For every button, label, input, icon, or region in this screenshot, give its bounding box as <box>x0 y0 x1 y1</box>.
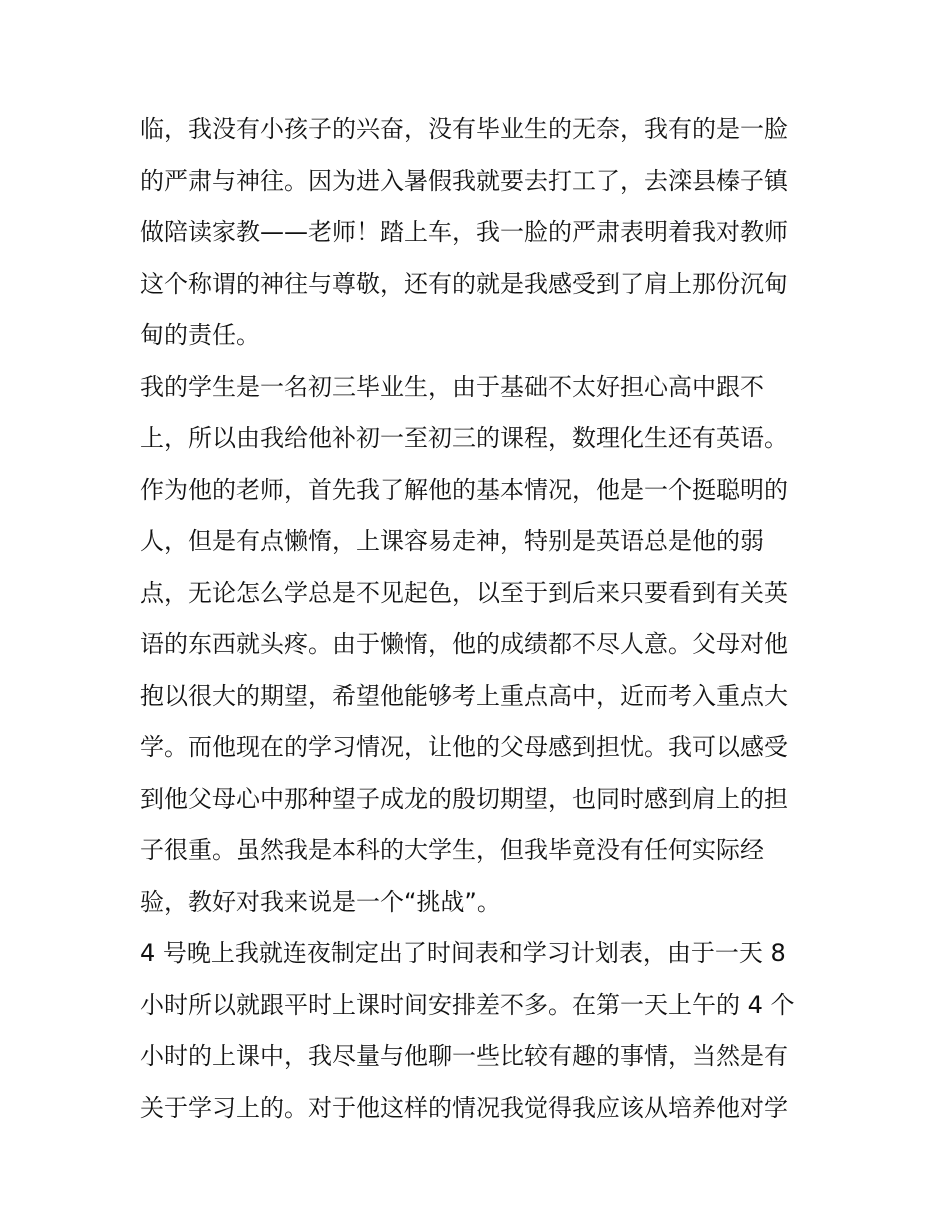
text-line: 语的东西就头疼。由于懒惰，他的成绩都不尽人意。父母对他 <box>140 630 788 658</box>
text-line: 小时所以就跟平时上课时间安排差不多。在第一天上午的 4 个 <box>140 990 795 1019</box>
text-line: 作为他的老师，首先我了解他的基本情况，他是一个挺聪明的 <box>140 475 788 504</box>
text-line: 临，我没有小孩子的兴奋，没有毕业生的无奈，我有的是一脸 <box>140 115 788 143</box>
text-line: 抱以很大的期望，希望他能够考上重点高中，近而考入重点大 <box>140 681 788 710</box>
text-line: 做陪读家教——老师！踏上车，我一脸的严肃表明着我对教师 <box>140 218 788 246</box>
text-line: 关于学习上的。对于他这样的情况我觉得我应该从培养他对学 <box>140 1093 788 1122</box>
text-line: 子很重。虽然我是本科的大学生，但我毕竟没有任何实际经 <box>140 836 764 864</box>
text-line: 甸的责任。 <box>140 321 260 349</box>
text-line: 上，所以由我给他补初一至初三的课程，数理化生还有英语。 <box>140 424 788 452</box>
text-line: 人，但是有点懒惰，上课容易走神，特别是英语总是他的弱 <box>140 527 764 555</box>
text-line: 这个称谓的神往与尊敬，还有的就是我感受到了肩上那份沉甸 <box>140 269 788 298</box>
text-line: 我的学生是一名初三毕业生，由于基础不太好担心高中跟不 <box>140 372 764 401</box>
text-line: 验，教好对我来说是一个“挑战”。 <box>140 887 501 916</box>
text-line: 的严肃与神往。因为进入暑假我就要去打工了，去滦县榛子镇 <box>140 166 788 195</box>
document-body <box>140 104 820 1134</box>
text-line: 到他父母心中那种望子成龙的殷切期望，也同时感到肩上的担 <box>140 784 788 813</box>
text-line: 点，无论怎么学总是不见起色，以至于到后来只要看到有关英 <box>140 578 788 607</box>
text-line: 学。而他现在的学习情况，让他的父母感到担忧。我可以感受 <box>140 733 788 761</box>
text-line: 4 号晚上我就连夜制定出了时间表和学习计划表，由于一天 8 <box>140 939 786 967</box>
text-line: 小时的上课中，我尽量与他聊一些比较有趣的事情，当然是有 <box>140 1042 788 1070</box>
